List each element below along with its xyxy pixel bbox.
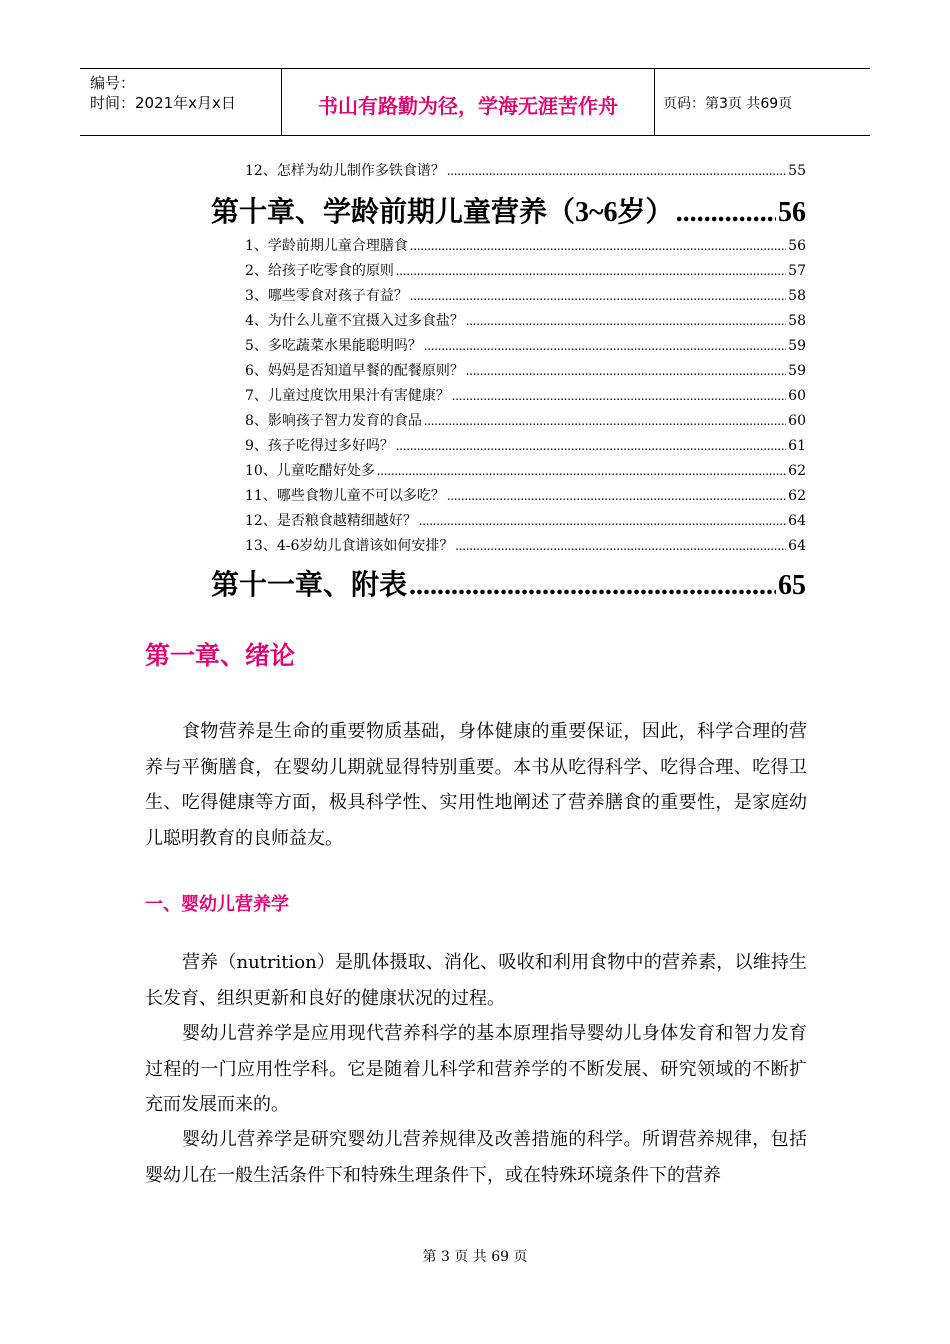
header-bottom-rule (80, 135, 870, 136)
toc-leader-dots (409, 570, 776, 602)
toc-entry-label: 12、是否粮食越精细越好？ (245, 513, 417, 529)
page-footer: 第 3 页 共 69 页 (422, 1249, 528, 1265)
toc-entry-page: 55 (788, 163, 806, 179)
toc-leader-dots (419, 514, 786, 530)
toc-chapter-page: 56 (778, 197, 806, 228)
toc-entry[interactable] (245, 235, 806, 257)
toc-entry-label: 6、妈妈是否知道早餐的配餐原则？ (245, 363, 464, 379)
toc-entry-page: 56 (788, 238, 806, 254)
toc-entry[interactable] (245, 160, 806, 182)
toc-entry-page: 64 (788, 513, 806, 529)
toc-entry[interactable] (245, 460, 806, 482)
header-page-info: 页码：第3页 共69页 (663, 96, 793, 112)
toc-leader-dots (447, 489, 786, 505)
body-paragraph: 营养（nutrition）是肌体摄取、消化、吸收和利用食物中的营养素，以维持生长发育、组织更新和良好的健康状况的过程。 (145, 952, 807, 1009)
toc-leader-dots (410, 289, 786, 305)
toc-entry-page: 60 (788, 413, 806, 429)
toc-entry-label: 4、为什么儿童不宜摄入过多食盐？ (245, 313, 464, 329)
toc-entry-page: 61 (788, 438, 806, 454)
toc-chapter-10[interactable] (211, 190, 806, 230)
toc-leader-dots (447, 164, 786, 180)
header-time-label: 时间：2021年x月x日 (90, 94, 236, 112)
toc-entry-page: 64 (788, 538, 806, 554)
toc-entry-page: 60 (788, 388, 806, 404)
toc-entry[interactable] (245, 260, 806, 282)
toc-leader-dots (424, 414, 786, 430)
body-paragraph: 婴幼儿营养学是应用现代营养科学的基本原理指导婴幼儿身体发育和智力发育过程的一门应用性学科。它是随着儿科学和营养学的不断发展、研究领域的不断扩充而发展而来的。 (145, 1023, 807, 1115)
toc-entry-label: 11、哪些食物儿童不可以多吃？ (245, 488, 445, 504)
header-divider-right (654, 68, 655, 136)
toc-entry-page: 58 (788, 288, 806, 304)
toc-entry-label: 7、儿童过度饮用果汁有害健康？ (245, 388, 450, 404)
toc-entry-page: 58 (788, 313, 806, 329)
toc-entry-label: 12、怎样为幼儿制作多铁食谱？ (245, 163, 445, 179)
toc-entry-page: 57 (788, 263, 806, 279)
toc-entry[interactable] (245, 285, 806, 307)
toc-leader-dots (466, 314, 786, 330)
toc-entry-page: 59 (788, 363, 806, 379)
toc-entry-page: 62 (788, 463, 806, 479)
toc-leader-dots (377, 464, 786, 480)
header-motto: 书山有路勤为径，学海无涯苦作舟 (318, 94, 618, 118)
header-top-rule (80, 68, 870, 69)
toc-entry-label: 2、给孩子吃零食的原则 (245, 263, 394, 279)
toc-leader-dots (466, 364, 786, 380)
toc-entry[interactable] (245, 435, 806, 457)
toc-chapter-page: 65 (778, 570, 806, 601)
toc-entry-label: 5、多吃蔬菜水果能聪明吗？ (245, 338, 422, 354)
toc-entry-label: 10、儿童吃醋好处多 (245, 463, 375, 479)
toc-entry[interactable] (245, 510, 806, 532)
toc-leader-dots (396, 264, 786, 280)
toc-entry-label: 9、孩子吃得过多好吗？ (245, 438, 394, 454)
intro-paragraph: 食物营养是生命的重要物质基础，身体健康的重要保证，因此，科学合理的营养与平衡膳食，在婴幼儿期就显得特别重要。本书从吃得科学、吃得合理、吃得卫生、吃得健康等方面，极具科学性、实用性地阐述了营养膳食的重要性，是家庭幼儿聪明教育的良师益友。 (145, 721, 807, 849)
chapter-heading: 第一章、绪论 (145, 641, 296, 670)
toc-entry[interactable] (245, 485, 806, 507)
body-paragraph: 婴幼儿营养学是研究婴幼儿营养规律及改善措施的科学。所谓营养规律，包括婴幼儿在一般生活条件下和特殊生理条件下，或在特殊环境条件下的营养 (145, 1129, 807, 1186)
toc-entry-label: 8、影响孩子智力发育的食品 (245, 413, 422, 429)
toc-entry-label: 3、哪些零食对孩子有益？ (245, 288, 408, 304)
section-heading: 一、婴幼儿营养学 (145, 894, 289, 915)
toc-chapter-11[interactable] (211, 563, 806, 603)
toc-entry[interactable] (245, 385, 806, 407)
toc-leader-dots (410, 239, 786, 255)
toc-entry-page: 62 (788, 488, 806, 504)
toc-leader-dots (424, 339, 786, 355)
toc-entry[interactable] (245, 410, 806, 432)
toc-entry-page: 59 (788, 338, 806, 354)
toc-leader-dots (452, 389, 786, 405)
header-code-label: 编号： (90, 74, 136, 92)
toc-entry[interactable] (245, 360, 806, 382)
toc-leader-dots (676, 197, 776, 229)
toc-chapter-label: 第十一章、附表 (211, 570, 408, 601)
toc-entry-label: 13、4-6岁幼儿食谱该如何安排？ (245, 538, 454, 554)
toc-entry[interactable] (245, 310, 806, 332)
toc-entry[interactable] (245, 535, 806, 557)
toc-entry[interactable] (245, 335, 806, 357)
toc-leader-dots (396, 439, 786, 455)
toc-entry-label: 1、学龄前期儿童合理膳食 (245, 238, 408, 254)
toc-chapter-label: 第十章、学龄前期儿童营养（3~6岁） (211, 197, 674, 228)
toc-leader-dots (455, 539, 786, 555)
